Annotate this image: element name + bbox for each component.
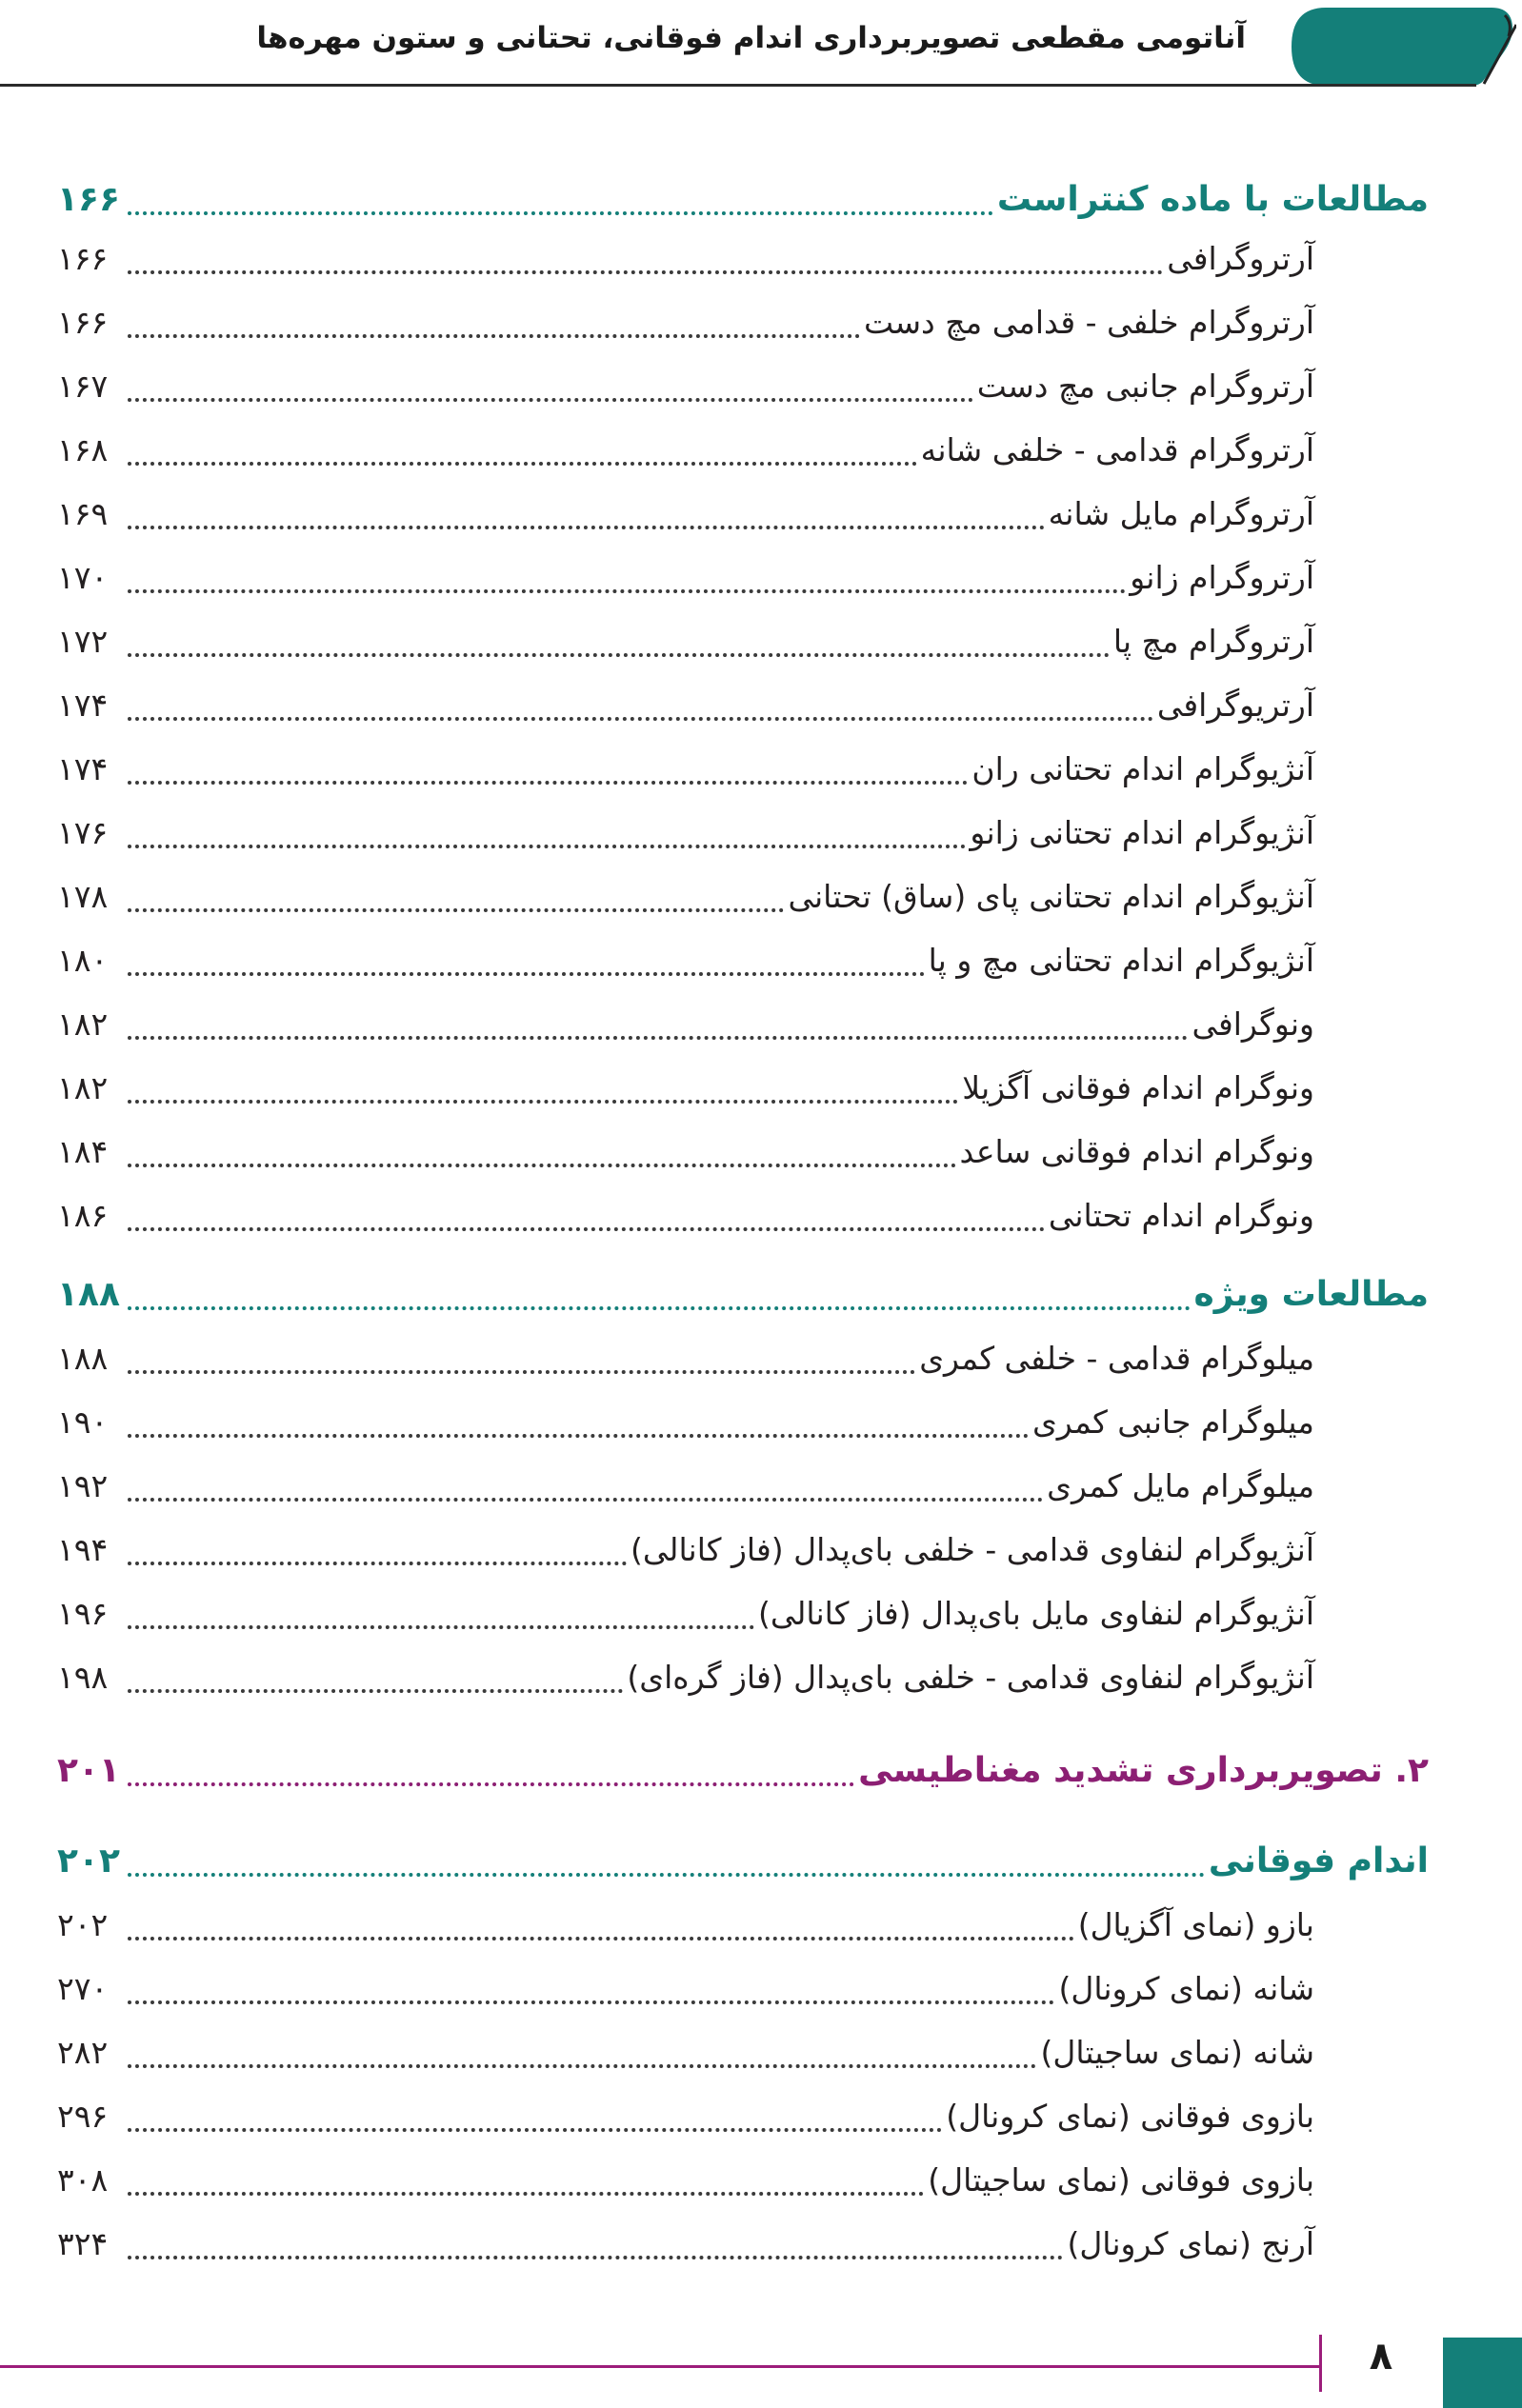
toc-entry-title: بازو (نمای آگزیال) xyxy=(1077,1906,1314,1943)
toc-entry[interactable] xyxy=(57,868,1314,925)
page-number: ۸ xyxy=(1369,2335,1393,2378)
toc-entry-title: ونوگرافی xyxy=(1192,1005,1314,1043)
toc-entry-page: ۱۷۲ xyxy=(57,623,109,660)
dot-leader xyxy=(128,908,784,912)
toc-entry[interactable] xyxy=(57,1060,1314,1117)
dot-leader xyxy=(128,1625,754,1629)
toc-entry-title: آنژیوگرام اندام تحتانی مچ و پا xyxy=(928,942,1314,979)
toc-entry-title: ونوگرام اندام فوقانی ساعد xyxy=(959,1133,1314,1170)
toc-section-heading[interactable] xyxy=(57,1833,1429,1890)
toc-entry-page: ۱۷۰ xyxy=(57,559,109,596)
toc-entry-page: ۱۹۸ xyxy=(57,1659,109,1696)
toc-entry-page: ۱۹۲ xyxy=(57,1467,109,1504)
toc-entry-title: آرتریوگرافی xyxy=(1156,687,1314,724)
toc-entry-page: ۱۹۴ xyxy=(57,1531,109,1568)
toc-entry[interactable] xyxy=(57,1897,1314,1954)
toc-entry[interactable] xyxy=(57,1124,1314,1181)
dot-leader xyxy=(128,526,1045,529)
toc-entry[interactable] xyxy=(57,1394,1314,1451)
toc-entry[interactable] xyxy=(57,996,1314,1053)
toc-entry-title: بازوی فوقانی (نمای ساجیتال) xyxy=(928,2161,1314,2199)
toc-entry-title: میلوگرام مایل کمری xyxy=(1047,1467,1314,1504)
toc-entry-page: ۱۶۹ xyxy=(57,495,109,532)
toc-entry-page: ۱۸۴ xyxy=(57,1133,109,1170)
toc-entry-title: میلوگرام قدامی - خلفی کمری xyxy=(919,1340,1314,1377)
toc-entry[interactable] xyxy=(57,932,1314,989)
toc-entry[interactable] xyxy=(57,1522,1314,1579)
toc-entry-page: ۱۹۶ xyxy=(57,1595,109,1632)
toc-entry-title: مطالعات با ماده کنتراست xyxy=(996,180,1429,219)
toc-entry-title: آرتروگرام مایل شانه xyxy=(1048,495,1314,532)
dot-leader xyxy=(128,2064,1036,2068)
toc-entry-page: ۱۸۸ xyxy=(57,1275,120,1314)
toc-entry-page: ۲۹۶ xyxy=(57,2098,109,2135)
dot-leader xyxy=(128,1306,1191,1310)
dot-leader xyxy=(128,717,1153,721)
toc-section-heading[interactable] xyxy=(57,1266,1429,1323)
toc-entry[interactable] xyxy=(57,613,1314,670)
toc-entry-title: آنژیوگرام اندام تحتانی پای (ساق) تحتانی xyxy=(788,878,1314,915)
toc-entry[interactable] xyxy=(57,2024,1314,2081)
toc-entry[interactable] xyxy=(57,1330,1314,1387)
toc-entry[interactable] xyxy=(57,549,1314,607)
toc-entry[interactable] xyxy=(57,1187,1314,1244)
toc-entry-page: ۲۸۲ xyxy=(57,2034,109,2071)
dot-leader xyxy=(128,1227,1045,1231)
dot-leader xyxy=(128,1689,623,1693)
dot-leader xyxy=(128,781,968,785)
toc-entry-title: آنژیوگرام اندام تحتانی ران xyxy=(971,750,1314,787)
dot-leader xyxy=(128,1873,1205,1877)
toc-entry-page: ۱۶۸ xyxy=(57,431,109,468)
dot-leader xyxy=(128,845,966,848)
toc-entry[interactable] xyxy=(57,1960,1314,2018)
toc-entry-title: ۲. تصویربرداری تشدید مغناطیسی xyxy=(858,1751,1429,1790)
toc-entry-title: ونوگرام اندام فوقانی آگزیلا xyxy=(962,1069,1314,1106)
toc-entry[interactable] xyxy=(57,358,1314,415)
toc-entry-page: ۳۰۸ xyxy=(57,2161,109,2199)
dot-leader xyxy=(128,1164,956,1167)
dot-leader xyxy=(128,1100,958,1104)
toc-entry-title: آنژیوگرام لنفاوی قدامی - خلفی بای‌پدال (فاز کانالی) xyxy=(631,1531,1314,1568)
dot-leader xyxy=(128,653,1110,657)
footer-color-block xyxy=(1443,2338,1522,2408)
dot-leader xyxy=(128,1036,1188,1040)
toc-entry-title: میلوگرام جانبی کمری xyxy=(1031,1403,1314,1441)
toc-entry-title: آرتروگرام زانو xyxy=(1130,559,1314,596)
toc-entry-title: آرنج (نمای کرونال) xyxy=(1067,2225,1314,2262)
toc-entry-title: اندام فوقانی xyxy=(1208,1841,1429,1881)
toc-entry[interactable] xyxy=(57,294,1314,351)
toc-entry-title: بازوی فوقانی (نمای کرونال) xyxy=(946,2098,1314,2135)
dot-leader xyxy=(128,270,1163,274)
toc-entry-page: ۲۰۲ xyxy=(57,1841,120,1881)
toc-entry-title: آنژیوگرام لنفاوی قدامی - خلفی بای‌پدال (فاز گره‌ای) xyxy=(627,1659,1314,1696)
toc-entry[interactable] xyxy=(57,741,1314,798)
dot-leader xyxy=(128,2256,1063,2259)
toc-entry-page: ۱۸۸ xyxy=(57,1340,109,1377)
toc-entry-title: آرتروگرام جانبی مچ دست xyxy=(976,368,1314,405)
dot-leader xyxy=(128,972,925,976)
toc-entry[interactable] xyxy=(57,2216,1314,2273)
toc-entry-page: ۱۷۶ xyxy=(57,814,109,851)
running-title: آناتومی مقطعی تصویربرداری اندام فوقانی، تحتانی و ستون مهره‌ها xyxy=(256,21,1246,55)
header-rule xyxy=(0,84,1476,87)
dot-leader xyxy=(128,462,917,466)
toc-chapter-heading[interactable] xyxy=(57,1742,1429,1800)
toc-entry-page: ۱۹۰ xyxy=(57,1403,109,1441)
toc-entry-title: شانه (نمای ساجیتال) xyxy=(1040,2034,1314,2071)
footer-rule xyxy=(0,2365,1322,2368)
dot-leader xyxy=(128,1498,1043,1502)
dot-leader xyxy=(128,589,1126,593)
chapter-tab-icon xyxy=(1288,4,1516,86)
toc-entry-title: آرتروگرام قدامی - خلفی شانه xyxy=(920,431,1314,468)
toc-entry-page: ۱۶۶ xyxy=(57,180,120,219)
toc-entry-title: شانه (نمای کرونال) xyxy=(1058,1970,1314,2007)
toc-entry-page: ۱۸۰ xyxy=(57,942,109,979)
dot-leader xyxy=(128,334,860,338)
page-header xyxy=(0,0,1522,95)
toc-entry-title: ونوگرام اندام تحتانی xyxy=(1048,1197,1314,1234)
toc-entry-page: ۲۰۲ xyxy=(57,1906,109,1943)
toc-entry-page: ۱۶۶ xyxy=(57,240,109,277)
toc-entry-page: ۱۸۲ xyxy=(57,1069,109,1106)
toc-entry-page: ۲۷۰ xyxy=(57,1970,109,2007)
footer-tick xyxy=(1319,2335,1322,2392)
dot-leader xyxy=(128,2000,1054,2004)
dot-leader xyxy=(128,398,973,402)
toc-entry[interactable] xyxy=(57,1649,1314,1706)
toc-entry-title: آنژیوگرام اندام تحتانی زانو xyxy=(970,814,1314,851)
toc-entry-page: ۱۸۶ xyxy=(57,1197,109,1234)
toc-entry-page: ۳۲۴ xyxy=(57,2225,109,2262)
toc-entry[interactable] xyxy=(57,486,1314,543)
dot-leader xyxy=(128,2192,924,2196)
toc-entry-title: آرتروگرافی xyxy=(1167,240,1314,277)
toc-entry-page: ۱۷۴ xyxy=(57,750,109,787)
toc-entry[interactable] xyxy=(57,2088,1314,2145)
toc-entry-page: ۱۶۷ xyxy=(57,368,109,405)
dot-leader xyxy=(128,1782,854,1786)
dot-leader xyxy=(128,1434,1029,1438)
toc-entry-title: آرتروگرام خلفی - قدامی مچ دست xyxy=(863,304,1314,341)
toc-section-heading[interactable] xyxy=(57,171,1429,229)
dot-leader xyxy=(128,1562,627,1565)
dot-leader xyxy=(128,1370,915,1374)
toc-entry-title: آنژیوگرام لنفاوی مایل بای‌پدال (فاز کانالی) xyxy=(758,1595,1314,1632)
toc-entry[interactable] xyxy=(57,422,1314,479)
dot-leader xyxy=(128,2128,942,2132)
toc-entry[interactable] xyxy=(57,1458,1314,1515)
toc-entry-page: ۱۷۸ xyxy=(57,878,109,915)
toc-entry-page: ۱۸۲ xyxy=(57,1005,109,1043)
toc-entry[interactable] xyxy=(57,805,1314,862)
dot-leader xyxy=(128,211,993,215)
toc-entry[interactable] xyxy=(57,230,1314,288)
toc-entry-page: ۱۶۶ xyxy=(57,304,109,341)
toc-entry-title: مطالعات ویژه xyxy=(1193,1275,1429,1314)
toc-entry[interactable] xyxy=(57,2152,1314,2209)
toc-entry[interactable] xyxy=(57,1585,1314,1642)
toc-entry-page: ۲۰۱ xyxy=(57,1751,120,1790)
toc-entry-title: آرتروگرام مچ پا xyxy=(1112,623,1314,660)
dot-leader xyxy=(128,1937,1074,1940)
toc-entry-page: ۱۷۴ xyxy=(57,687,109,724)
toc-entry[interactable] xyxy=(57,677,1314,734)
